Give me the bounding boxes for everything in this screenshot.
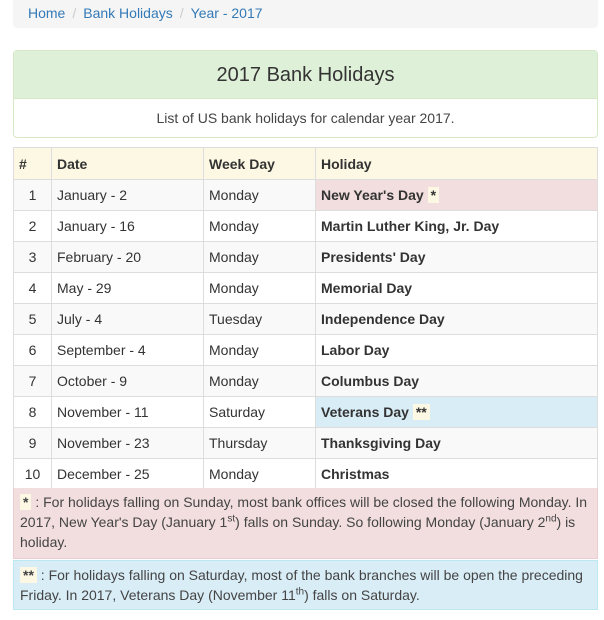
holiday-name: Thanksgiving Day	[321, 435, 441, 451]
row-date: November - 23	[52, 428, 204, 459]
row-number: 2	[14, 211, 52, 242]
row-date: January - 16	[52, 211, 204, 242]
row-weekday: Monday	[204, 273, 316, 304]
sunday-note	[13, 488, 598, 559]
table-row	[14, 180, 598, 211]
holiday-name: Labor Day	[321, 342, 390, 358]
table-row	[14, 397, 598, 428]
column-header-holiday: Holiday	[316, 148, 598, 180]
row-number: 5	[14, 304, 52, 335]
note-text: ) falls on Sunday. So following Monday (January 2	[235, 514, 546, 530]
row-weekday: Monday	[204, 459, 316, 490]
breadcrumb-home-link[interactable]: Home	[28, 5, 66, 21]
row-date: July - 4	[52, 304, 204, 335]
row-weekday: Monday	[204, 366, 316, 397]
holiday-name: Columbus Day	[321, 373, 420, 389]
table-row	[14, 242, 598, 273]
footnote-marker: **	[413, 404, 430, 420]
row-date: November - 11	[52, 397, 204, 428]
row-weekday: Monday	[204, 242, 316, 273]
row-holiday	[316, 335, 598, 366]
table-row	[14, 335, 598, 366]
breadcrumb-separator: /	[72, 5, 77, 21]
table-row	[14, 459, 598, 490]
row-holiday	[316, 242, 598, 273]
column-header-number: #	[14, 148, 52, 180]
table-row	[14, 428, 598, 459]
footnote-marker: *	[428, 187, 439, 203]
table-row	[14, 211, 598, 242]
holiday-name: Presidents' Day	[321, 249, 426, 265]
table-row	[14, 304, 598, 335]
row-number: 6	[14, 335, 52, 366]
breadcrumb	[13, 0, 598, 28]
row-holiday	[316, 273, 598, 304]
row-date: May - 29	[52, 273, 204, 304]
holiday-name: New Year's Day	[321, 187, 424, 203]
note-text: ) falls on Saturday.	[304, 587, 420, 603]
note-superscript: nd	[545, 513, 557, 525]
row-number: 8	[14, 397, 52, 428]
header-row	[14, 148, 598, 180]
table-header	[14, 148, 598, 180]
row-holiday	[316, 366, 598, 397]
row-number: 10	[14, 459, 52, 490]
table-row	[14, 366, 598, 397]
page-subtitle: List of US bank holidays for calendar year 2017.	[156, 110, 455, 126]
row-holiday	[316, 459, 598, 490]
row-date: January - 2	[52, 180, 204, 211]
page-title: 2017 Bank Holidays	[14, 51, 597, 99]
holiday-name: Memorial Day	[321, 280, 413, 296]
column-header-date: Date	[52, 148, 204, 180]
note-text: : For holidays falling on Sunday, most bank offices will be closed the following Monday. In 2017, New Year's Day (January 1	[20, 494, 588, 530]
row-date: October - 9	[52, 366, 204, 397]
row-holiday	[316, 180, 598, 211]
breadcrumb-year-link[interactable]: Year - 2017	[190, 5, 263, 21]
row-number: 7	[14, 366, 52, 397]
row-weekday: Saturday	[204, 397, 316, 428]
row-holiday	[316, 428, 598, 459]
table-body	[14, 180, 598, 490]
column-header-weekday: Week Day	[204, 148, 316, 180]
holiday-name: Christmas	[321, 466, 390, 482]
row-holiday	[316, 304, 598, 335]
row-number: 3	[14, 242, 52, 273]
note-marker: **	[20, 567, 37, 583]
note-superscript: th	[295, 586, 305, 598]
row-number: 1	[14, 180, 52, 211]
row-date: December - 25	[52, 459, 204, 490]
row-number: 4	[14, 273, 52, 304]
row-number: 9	[14, 428, 52, 459]
breadcrumb-bank-holidays-link[interactable]: Bank Holidays	[83, 5, 173, 21]
holiday-name: Veterans Day	[321, 404, 409, 420]
holiday-name: Independence Day	[321, 311, 445, 327]
row-weekday: Thursday	[204, 428, 316, 459]
row-date: September - 4	[52, 335, 204, 366]
row-holiday	[316, 397, 598, 428]
saturday-note	[13, 560, 598, 610]
row-date: February - 20	[52, 242, 204, 273]
row-weekday: Monday	[204, 180, 316, 211]
holidays-table	[13, 147, 598, 490]
holiday-name: Martin Luther King, Jr. Day	[321, 218, 500, 234]
note-text: : For holidays falling on Saturday, most of the bank branches will be open the preceding Friday. In 2017, Veterans Day (November 11	[20, 567, 583, 603]
note-superscript: st	[227, 513, 236, 525]
row-weekday: Monday	[204, 335, 316, 366]
breadcrumb-separator: /	[179, 5, 184, 21]
table-row	[14, 273, 598, 304]
row-weekday: Tuesday	[204, 304, 316, 335]
note-text: ) is holiday.	[20, 514, 576, 550]
holidays-panel	[13, 50, 598, 138]
row-weekday: Monday	[204, 211, 316, 242]
row-holiday	[316, 211, 598, 242]
note-marker: *	[20, 494, 31, 510]
